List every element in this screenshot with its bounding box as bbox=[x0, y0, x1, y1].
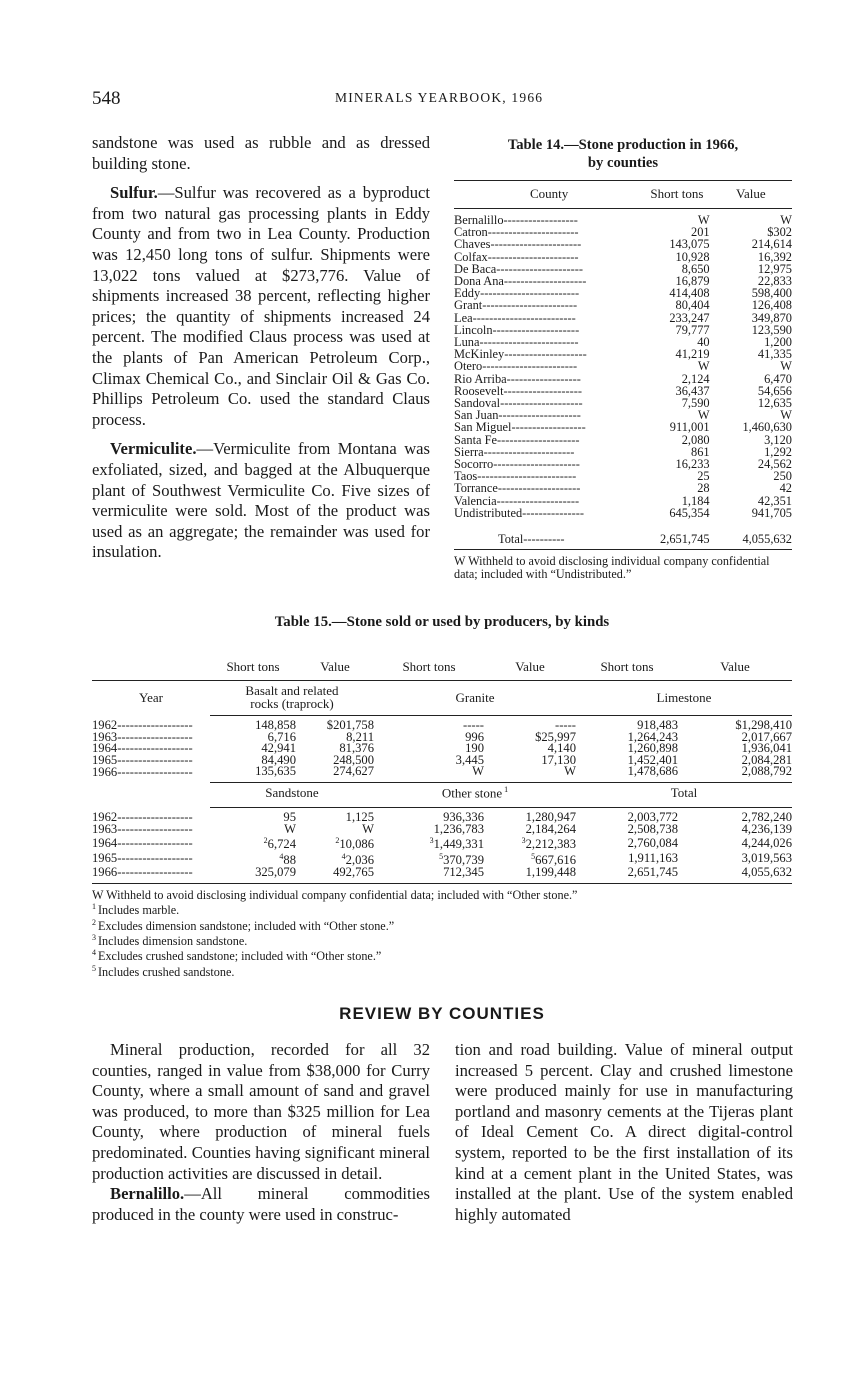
data-cell: W bbox=[564, 764, 576, 779]
data-cell: 3,445 bbox=[455, 752, 484, 767]
data-cell: ----- bbox=[555, 718, 576, 732]
county-cell: Roosevelt------------------- bbox=[454, 383, 582, 398]
year-cell: 1966------------------ bbox=[92, 764, 193, 779]
footnote: $^2$ Excludes dimension sandstone; included with “Other stone.” bbox=[92, 917, 395, 933]
data-cell: 2,508,738 bbox=[627, 821, 678, 836]
data-cell: 996 bbox=[465, 729, 484, 744]
data-cell: 95 bbox=[283, 810, 296, 825]
short-tons-cell: 7,590 bbox=[681, 396, 710, 411]
data-cell: 325,079 bbox=[255, 865, 296, 880]
sulfur-body: —Sulfur was recovered as a byproduct from two natural gas processing plants in Eddy County and from two in Lea County. Production was 12,450 long tons of sulfur. Shipments were 13,022 tons valued at $273,776. Value of shipments increased 38 percent, reflecting higher prices; the quantity of shipments increased 24 percent. The modified Claus process was used at the plants of Pan American Petroleum Corp., Climax Chemical Co., and Sinclair Oil & Gas Co. Phillips Petroleum Co. used the standard Claus process. bbox=[92, 183, 430, 429]
short-tons-cell: 28 bbox=[697, 481, 710, 496]
table-row bbox=[454, 312, 792, 324]
footnote-mark: 1 bbox=[502, 784, 509, 794]
data-cell: 3,019,563 bbox=[741, 851, 792, 866]
value-cell: 54,656 bbox=[757, 383, 792, 398]
footnote: $^1$ Includes marble. bbox=[92, 902, 180, 918]
value-cell: 42,351 bbox=[757, 493, 792, 508]
data-cell: 1,260,898 bbox=[627, 741, 678, 756]
table-row bbox=[92, 867, 792, 883]
value-cell: 214,614 bbox=[751, 237, 792, 252]
short-tons-cell: 911,001 bbox=[669, 420, 710, 435]
table-14-footnote: W Withheld to avoid disclosing individual company confidential data; included with “Undistributed.” bbox=[454, 554, 770, 581]
group-header-row bbox=[92, 681, 792, 716]
short-tons-cell: 79,777 bbox=[675, 322, 710, 337]
data-cell: 492,765 bbox=[333, 865, 374, 880]
footnote-mark: 1 bbox=[92, 902, 98, 912]
vermiculite-paragraph bbox=[92, 439, 430, 563]
county-cell: De Baca--------------------- bbox=[454, 261, 583, 276]
county-cell: Luna------------------------ bbox=[454, 335, 579, 350]
footnote-mark: 4 bbox=[92, 948, 98, 958]
value-cell: 250 bbox=[773, 469, 792, 484]
value-cell: 123,590 bbox=[751, 322, 792, 337]
table-row bbox=[92, 716, 792, 732]
data-cell: 1,125 bbox=[345, 810, 374, 825]
data-cell: 1,199,448 bbox=[525, 865, 576, 880]
county-cell: San Juan-------------------- bbox=[454, 408, 581, 423]
table-row bbox=[92, 835, 792, 851]
data-cell: 4,140 bbox=[547, 741, 576, 756]
data-cell: 6,716 bbox=[267, 729, 296, 744]
data-cell: W bbox=[362, 821, 374, 836]
total-label: Total---------- bbox=[454, 519, 644, 550]
footnote-mark: 2 bbox=[263, 836, 268, 846]
value-cell: 941,705 bbox=[751, 505, 792, 520]
data-cell: $^3$2,212,383 bbox=[521, 836, 576, 852]
short-tons-cell: 2,080 bbox=[681, 432, 710, 447]
county-cell: Santa Fe-------------------- bbox=[454, 432, 580, 447]
year-cell: 1964------------------ bbox=[92, 835, 193, 850]
sulfur-paragraph bbox=[92, 183, 430, 430]
short-tons-cell: 861 bbox=[691, 444, 710, 459]
short-tons-cell: 1,184 bbox=[681, 493, 710, 508]
county-cell: Grant----------------------- bbox=[454, 298, 578, 313]
table-row bbox=[454, 251, 792, 263]
col-header-value: Value bbox=[296, 655, 374, 681]
data-cell: 1,478,686 bbox=[627, 764, 678, 779]
data-cell: $^5$370,739 bbox=[439, 852, 484, 868]
group-header: Sandstone bbox=[210, 782, 374, 807]
data-cell: 84,490 bbox=[261, 752, 296, 767]
year-cell: 1963------------------ bbox=[92, 821, 193, 836]
table-row bbox=[92, 755, 792, 767]
col-header-county: County bbox=[454, 181, 644, 209]
table-14-body bbox=[454, 209, 792, 550]
left-column-text bbox=[92, 133, 430, 572]
short-tons-cell: 25 bbox=[697, 469, 710, 484]
data-cell: 1,936,041 bbox=[741, 741, 792, 756]
group-header-line: rocks (traprock) bbox=[250, 696, 334, 711]
short-tons-cell: 233,247 bbox=[669, 310, 710, 325]
rule bbox=[92, 883, 792, 884]
group-header bbox=[210, 681, 374, 716]
footnote-mark: 5 bbox=[531, 852, 536, 862]
col-header-short-tons: Short tons bbox=[210, 655, 296, 681]
value-cell: $302 bbox=[767, 225, 792, 240]
data-cell: 248,500 bbox=[333, 752, 374, 767]
value-cell: W bbox=[780, 408, 792, 423]
group-header: Other stone $^1$ bbox=[374, 782, 576, 807]
data-cell: 4,244,026 bbox=[741, 835, 792, 850]
footnote: $^5$ Includes crushed sandstone. bbox=[92, 963, 235, 979]
value-cell: W bbox=[780, 213, 792, 227]
total-row bbox=[454, 519, 792, 550]
data-cell: $201,758 bbox=[326, 718, 374, 732]
value-cell: 41,335 bbox=[757, 347, 792, 362]
data-cell: ----- bbox=[463, 718, 484, 732]
county-cell: Colfax---------------------- bbox=[454, 249, 579, 264]
data-cell: 918,483 bbox=[637, 718, 678, 732]
data-cell: $^5$667,616 bbox=[531, 852, 576, 868]
value-cell: 42 bbox=[779, 481, 792, 496]
county-cell: Sierra---------------------- bbox=[454, 444, 575, 459]
group-header: Total bbox=[576, 782, 792, 807]
year-cell: 1965------------------ bbox=[92, 851, 193, 866]
county-cell: Socorro--------------------- bbox=[454, 457, 580, 472]
col-header-short-tons: Short tons bbox=[576, 655, 678, 681]
short-tons-cell: 8,650 bbox=[681, 261, 710, 276]
data-cell: 42,941 bbox=[261, 741, 296, 756]
value-cell: 22,833 bbox=[757, 274, 792, 289]
data-cell: 1,264,243 bbox=[627, 729, 678, 744]
col-header-short-tons: Short tons bbox=[374, 655, 484, 681]
table-14-grid bbox=[454, 180, 792, 550]
table-row bbox=[454, 209, 792, 227]
footnote: W Withheld to avoid disclosing individual company confidential data; included with “Other stone.” bbox=[92, 887, 578, 902]
county-cell: Chaves---------------------- bbox=[454, 237, 582, 252]
short-tons-cell: 201 bbox=[691, 225, 710, 240]
value-cell: 598,400 bbox=[751, 286, 792, 301]
data-cell: 1,452,401 bbox=[627, 752, 678, 767]
table-row bbox=[92, 766, 792, 782]
table-14 bbox=[454, 136, 792, 580]
data-cell: 2,003,772 bbox=[627, 810, 678, 825]
table-row bbox=[454, 299, 792, 311]
table-row bbox=[92, 851, 792, 867]
short-tons-cell: W bbox=[697, 408, 710, 423]
sandstone-paragraph: sandstone was used as rubble and as dressed building stone. bbox=[92, 133, 430, 173]
data-cell: $^4$88 bbox=[279, 852, 296, 868]
footnote-mark: 2 bbox=[335, 836, 340, 846]
short-tons-cell: 36,437 bbox=[675, 383, 710, 398]
table-row bbox=[454, 360, 792, 372]
data-cell: 8,211 bbox=[346, 729, 374, 744]
table-14-title: Table 14.—Stone production in 1966, by counties bbox=[507, 137, 739, 171]
group-header: Limestone bbox=[576, 681, 792, 716]
value-cell: W bbox=[780, 359, 792, 374]
value-cell: 6,470 bbox=[764, 371, 792, 386]
county-cell: San Miguel------------------ bbox=[454, 420, 586, 435]
bernalillo-body: —All mineral commodities produced in the county were used in construc- bbox=[92, 1184, 430, 1224]
short-tons-cell: W bbox=[697, 213, 710, 227]
short-tons-cell: 10,928 bbox=[675, 249, 710, 264]
year-cell: 1963------------------ bbox=[92, 729, 193, 744]
county-cell: Eddy------------------------ bbox=[454, 286, 580, 301]
data-cell: 1,911,163 bbox=[628, 851, 678, 866]
short-tons-cell: 80,404 bbox=[675, 298, 710, 313]
value-cell: 1,200 bbox=[764, 335, 792, 350]
data-cell: 2,084,281 bbox=[741, 752, 792, 767]
col-header-value: Value bbox=[710, 181, 792, 209]
data-cell: 1,236,783 bbox=[433, 821, 484, 836]
county-cell: Otero----------------------- bbox=[454, 359, 578, 374]
data-cell: 712,345 bbox=[443, 865, 484, 880]
table-15-grid bbox=[92, 655, 792, 884]
county-cell: Sandoval-------------------- bbox=[454, 396, 583, 411]
data-cell: $^4$2,036 bbox=[341, 852, 374, 868]
vermiculite-heading: Vermiculite. bbox=[110, 439, 197, 459]
blank-header bbox=[92, 655, 210, 681]
data-cell: 2,651,745 bbox=[627, 865, 678, 880]
footnote-mark: 4 bbox=[341, 852, 346, 862]
footnote-mark: 3 bbox=[521, 836, 526, 846]
year-cell: 1966------------------ bbox=[92, 865, 193, 880]
data-cell: 190 bbox=[465, 741, 484, 756]
review-heading: REVIEW BY COUNTIES bbox=[339, 1004, 545, 1023]
col-header-value: Value bbox=[678, 655, 792, 681]
short-tons-cell: 645,354 bbox=[669, 505, 710, 520]
year-cell: 1965------------------ bbox=[92, 752, 193, 767]
county-cell: Lincoln--------------------- bbox=[454, 322, 580, 337]
data-cell: 1,280,947 bbox=[525, 810, 576, 825]
county-cell: Undistributed--------------- bbox=[454, 505, 585, 520]
review-column-2 bbox=[455, 1040, 793, 1225]
table-15-column-headers bbox=[92, 655, 792, 681]
short-tons-cell: 16,879 bbox=[675, 274, 710, 289]
county-cell: Torrance-------------------- bbox=[454, 481, 581, 496]
county-cell: Dona Ana-------------------- bbox=[454, 274, 587, 289]
short-tons-cell: 143,075 bbox=[669, 237, 710, 252]
data-cell: 81,376 bbox=[339, 741, 374, 756]
col-header-value: Value bbox=[484, 655, 576, 681]
data-cell: 936,336 bbox=[443, 810, 484, 825]
data-cell: $^3$1,449,331 bbox=[429, 836, 484, 852]
county-cell: McKinley-------------------- bbox=[454, 347, 587, 362]
bernalillo-heading: Bernalillo. bbox=[110, 1184, 185, 1204]
county-cell: Taos------------------------ bbox=[454, 469, 577, 484]
county-cell: Lea------------------------- bbox=[454, 310, 576, 325]
table-15-footnotes bbox=[92, 889, 792, 979]
total-value: 4,055,632 bbox=[710, 519, 792, 550]
table-row bbox=[92, 732, 792, 744]
blank-header bbox=[92, 782, 210, 807]
table-row bbox=[454, 421, 792, 433]
review-column-2-text: tion and road building. Value of mineral output increased 5 percent. Clay and crushed limestone were produced mainly for use in manufacturing portland and masonry cements at the Tijeras plant of Ideal Cement Co. A direct digital-control system, reported to be the first installation of its kind at a cement plant in the United States, was installed at the plant. Use of the system enabled highly automated bbox=[455, 1040, 793, 1224]
data-cell: $^2$10,086 bbox=[335, 836, 374, 852]
data-cell: 2,088,792 bbox=[741, 764, 792, 779]
footnote-mark: 5 bbox=[439, 852, 444, 862]
table-row bbox=[92, 824, 792, 836]
footnote-mark: 5 bbox=[92, 963, 98, 973]
year-cell: 1962------------------ bbox=[92, 810, 193, 825]
value-cell: 1,292 bbox=[764, 444, 792, 459]
footnote-mark: 3 bbox=[429, 836, 434, 846]
page-number: 548 bbox=[92, 88, 121, 109]
review-paragraph: Mineral production, recorded for all 32 counties, ranged in value from $38,000 for Curry County, where a small amount of sand and gravel was produced, to more than $325 million for Lea County, where production of mineral fuels predominated. Counties having significant mineral production activities are discussed in detail. bbox=[92, 1040, 430, 1183]
running-title: MINERALS YEARBOOK, 1966 bbox=[335, 90, 544, 105]
data-cell: $25,997 bbox=[535, 729, 576, 744]
county-cell: Bernalillo------------------ bbox=[454, 213, 578, 227]
table-15-title: Table 15.—Stone sold or used by producers, by kinds bbox=[274, 614, 610, 630]
value-cell: 24,562 bbox=[757, 457, 792, 472]
county-cell: Valencia-------------------- bbox=[454, 493, 580, 508]
short-tons-cell: 414,408 bbox=[669, 286, 710, 301]
short-tons-cell: 41,219 bbox=[675, 347, 710, 362]
data-cell: $^2$6,724 bbox=[263, 836, 296, 852]
value-cell: 16,392 bbox=[757, 249, 792, 264]
value-cell: 126,408 bbox=[751, 298, 792, 313]
group-header: Granite bbox=[374, 681, 576, 716]
table-row bbox=[454, 373, 792, 385]
value-cell: 12,975 bbox=[757, 261, 792, 276]
data-cell: 4,055,632 bbox=[741, 865, 792, 880]
footnote-mark: 4 bbox=[279, 852, 284, 862]
table-row bbox=[454, 238, 792, 250]
short-tons-cell: 2,124 bbox=[681, 371, 710, 386]
short-tons-cell: W bbox=[697, 359, 710, 374]
county-cell: Catron---------------------- bbox=[454, 225, 579, 240]
footnote: $^3$ Includes dimension sandstone. bbox=[92, 932, 248, 949]
data-cell: 2,782,240 bbox=[741, 810, 792, 825]
table-15-body bbox=[92, 655, 792, 883]
data-cell: 4,236,139 bbox=[741, 821, 792, 836]
value-cell: 3,120 bbox=[764, 432, 792, 447]
value-cell: 349,870 bbox=[751, 310, 792, 325]
total-short-tons: 2,651,745 bbox=[644, 519, 709, 550]
data-cell: W bbox=[472, 764, 484, 779]
vermiculite-body: —Vermiculite from Montana was exfoliated, sized, and bagged at the Albuquerque plant of Southwest Vermiculite Co. Five sizes of vermiculite were sold. Most of the product was used as an aggregate; the remainder was used for insulation. bbox=[92, 439, 430, 562]
data-cell: 2,017,667 bbox=[741, 729, 792, 744]
short-tons-cell: 40 bbox=[697, 335, 710, 350]
county-cell: Rio Arriba------------------ bbox=[454, 371, 581, 386]
table-end-rule bbox=[92, 883, 792, 884]
review-column-1 bbox=[92, 1040, 430, 1225]
table-15 bbox=[92, 655, 792, 978]
data-cell: 17,130 bbox=[541, 752, 576, 767]
data-cell: $1,298,410 bbox=[735, 718, 792, 732]
data-cell: 2,184,264 bbox=[525, 821, 576, 836]
data-cell: 2,760,084 bbox=[627, 835, 678, 850]
data-cell: 274,627 bbox=[333, 764, 374, 779]
table-row bbox=[454, 482, 792, 494]
group-header-row bbox=[92, 782, 792, 807]
col-header-short-tons: Short tons bbox=[644, 181, 709, 209]
short-tons-cell: 16,233 bbox=[675, 457, 710, 472]
year-cell: 1964------------------ bbox=[92, 741, 193, 756]
footnote-mark: 3 bbox=[92, 932, 98, 942]
table-row bbox=[92, 743, 792, 755]
data-cell: 148,858 bbox=[255, 718, 296, 732]
year-header: Year bbox=[139, 689, 163, 705]
value-cell: 1,460,630 bbox=[742, 420, 792, 435]
value-cell: 12,635 bbox=[757, 396, 792, 411]
group-header-line: Basalt and related bbox=[245, 683, 339, 698]
sulfur-heading: Sulfur. bbox=[110, 183, 158, 203]
table-row bbox=[454, 507, 792, 519]
footnote-mark: 2 bbox=[92, 917, 98, 927]
data-cell: W bbox=[284, 821, 296, 836]
data-cell: 135,635 bbox=[255, 764, 296, 779]
bernalillo-paragraph bbox=[92, 1184, 430, 1225]
year-cell: 1962------------------ bbox=[92, 717, 193, 732]
footnote: $^4$ Excludes crushed sandstone; included with “Other stone.” bbox=[92, 948, 382, 964]
